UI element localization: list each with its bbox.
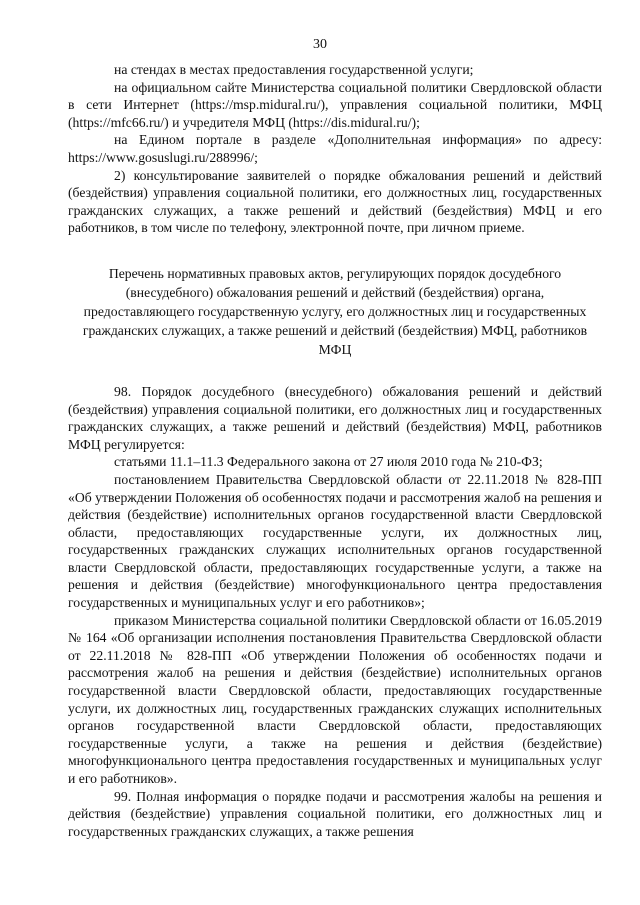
paragraph: 2) консультирование заявителей о порядке обжалования решений и действий (бездействия) управления социальной политики, его должностных лиц, государственных гражданских служащих, а также решений и действий (бездействия) МФЦ и его работников, в том числе по телефону, электронной почте, при личном приеме. bbox=[68, 167, 602, 236]
paragraph: 98. Порядок досудебного (внесудебного) обжалования решений и действий (бездействия) управления социальной политики, его должностных лиц и государственных гражданских служащих, а также решений и действий (бездействия) МФЦ, работников МФЦ регулируется: bbox=[68, 383, 602, 452]
paragraph: статьями 11.1–11.3 Федерального закона от 27 июля 2010 года № 210-ФЗ; bbox=[114, 454, 543, 470]
paragraph: на официальном сайте Министерства социальной политики Свердловской области в сети Интернет (https://msp.midural.ru/), управления социальной политики, МФЦ (https://mfc66.ru/) и учредителя МФЦ (https://dis.midural.ru/); bbox=[68, 79, 602, 130]
paragraph: на стендах в местах предоставления государственной услуги; bbox=[114, 62, 474, 77]
paragraph: на Едином портале в разделе «Дополнительная информация» по адресу: https://www.gosuslugi.ru/288996/; bbox=[68, 132, 602, 165]
page-number: 30 bbox=[313, 37, 327, 52]
paragraph: приказом Министерства социальной политики Свердловской области от 16.05.2019 № 164 «Об организации исполнения постановления Правительства Свердловской области от 22.11.2018 № 828-ПП «Об утверждении Положения об особенностях подачи и рассмотрения жалоб на решения и действия (бездействие) исполнительных органов государственной власти Свердловской области, предоставляющих государственные услуги, их должностных лиц, государственных гражданских служащих исполнительных органов государственной власти Свердловской области, предоставляющих государственные услуги, а также на решения и действия (бездействие) многофункционального центра предоставления государственных и муниципальных услуг и его работников». bbox=[68, 612, 602, 786]
paragraph: 99. Полная информация о порядке подачи и рассмотрения жалобы на решения и действия (бездействие) управления социальной политики, его должностных лиц и государственных гражданских служащих, а также решения bbox=[68, 788, 602, 839]
paragraph: постановлением Правительства Свердловской области от 22.11.2018 № 828-ПП «Об утверждении Положения об особенностях подачи и рассмотрения жалоб на решения и действия (бездействие) исполнительных органов государственной власти Свердловской области, предоставляющих государственные услуги, их должностных лиц, государственных гражданских служащих исполнительных органов государственной власти Свердловской области, предоставляющих государственные услуги, а также на решения и действия (бездействие) многофункционального центра предоставления государственных и муниципальных услуг и его работников»; bbox=[68, 471, 602, 611]
section-heading: Перечень нормативных правовых актов, регулирующих порядок досудебного (внесудебного) обжалования решений и действий (бездействия) органа, предоставляющего государственную услугу, его должностных лиц и государственных гражданских служащих, а также решений и действий (бездействия) МФЦ, работников МФЦ bbox=[82, 265, 588, 357]
document-body bbox=[68, 61, 602, 840]
